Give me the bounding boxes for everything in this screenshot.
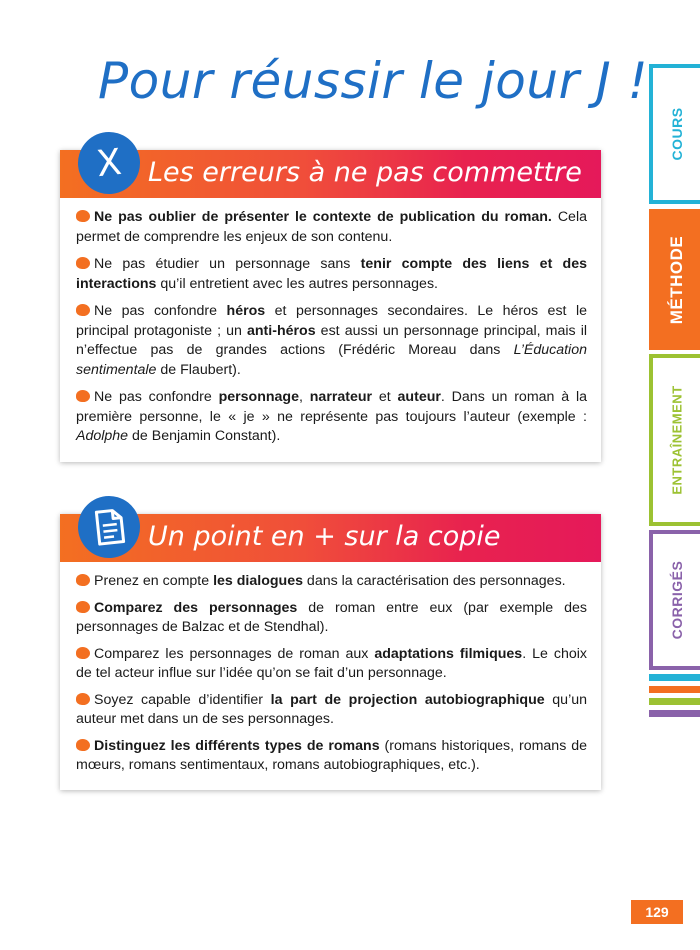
color-stripe	[649, 674, 700, 681]
page-title: Pour réussir le jour J !	[98, 52, 649, 110]
tips-list	[76, 572, 587, 783]
tab-entrainement[interactable]	[649, 354, 700, 526]
list-item: Soyez capable d’identifier la part de projection autobiographique qu’un auteur met dans un de ses personnages.	[76, 691, 587, 727]
tips-banner	[60, 514, 601, 562]
bullet-icon	[76, 304, 90, 316]
errors-box	[60, 141, 601, 462]
bullet-icon	[76, 574, 90, 586]
errors-heading: Les erreurs à ne pas commettre	[148, 157, 582, 188]
tab-entrainement-label: ENTRAÎNEMENT	[669, 385, 684, 495]
page-number: 129	[631, 900, 683, 924]
list-item: Ne pas confondre personnage, narrateur et auteur. Dans un roman à la première personne, le « je » ne représente pas toujours l’auteur (exemple : Adolphe de Benjamin Constant).	[76, 389, 587, 444]
tab-cours[interactable]	[649, 64, 700, 204]
list-item: Ne pas oublier de présenter le contexte de publication du roman. Cela permet de comprendre les enjeux de son contenu.	[76, 209, 587, 245]
list-item: Distinguez les différents types de romans (romans historiques, romans de mœurs, romans sentimentaux, romans autobiographiques, etc.).	[76, 737, 587, 773]
tips-heading: Un point en + sur la copie	[148, 521, 501, 552]
tab-cours-label: COURS	[668, 107, 685, 161]
color-stripe	[649, 698, 700, 705]
list-item: Prenez en compte les dialogues dans la caractérisation des personnages.	[76, 572, 587, 592]
errors-banner	[60, 150, 601, 198]
cross-icon: X	[75, 129, 143, 197]
bullet-icon	[76, 739, 90, 751]
list-item: Comparez les personnages de roman aux adaptations filmiques. Le choix de tel acteur influe sur l’idée qu’on se fait d’un personnage.	[76, 645, 587, 681]
list-item: Comparez des personnages de roman entre eux (par exemple des personnages de Balzac et de Stendhal).	[76, 599, 587, 635]
bullet-icon	[76, 647, 90, 659]
bullet-icon	[76, 601, 90, 613]
errors-list	[76, 208, 587, 455]
list-item: Ne pas étudier un personnage sans tenir compte des liens et des interactions qu’il entretient avec les autres personnages.	[76, 256, 587, 292]
bullet-icon	[76, 210, 90, 222]
tab-corriges[interactable]	[649, 530, 700, 670]
tab-methode[interactable]	[649, 209, 700, 350]
tab-methode-label: MÉTHODE	[666, 235, 686, 324]
bullet-icon	[76, 257, 90, 269]
tips-box	[60, 514, 601, 790]
bullet-icon	[76, 390, 90, 402]
bullet-icon	[76, 693, 90, 705]
tab-corriges-label: CORRIGÉS	[668, 560, 685, 640]
color-stripe	[649, 686, 700, 693]
list-item: Ne pas confondre héros et personnages secondaires. Le héros est le principal protagoniste ; un anti-héros est aussi un personnage principal, mais il n’effectue pas de grandes actions (Frédéric Moreau dans L’Éducation sentimentale de Flaubert).	[76, 303, 587, 378]
color-stripe	[649, 710, 700, 717]
